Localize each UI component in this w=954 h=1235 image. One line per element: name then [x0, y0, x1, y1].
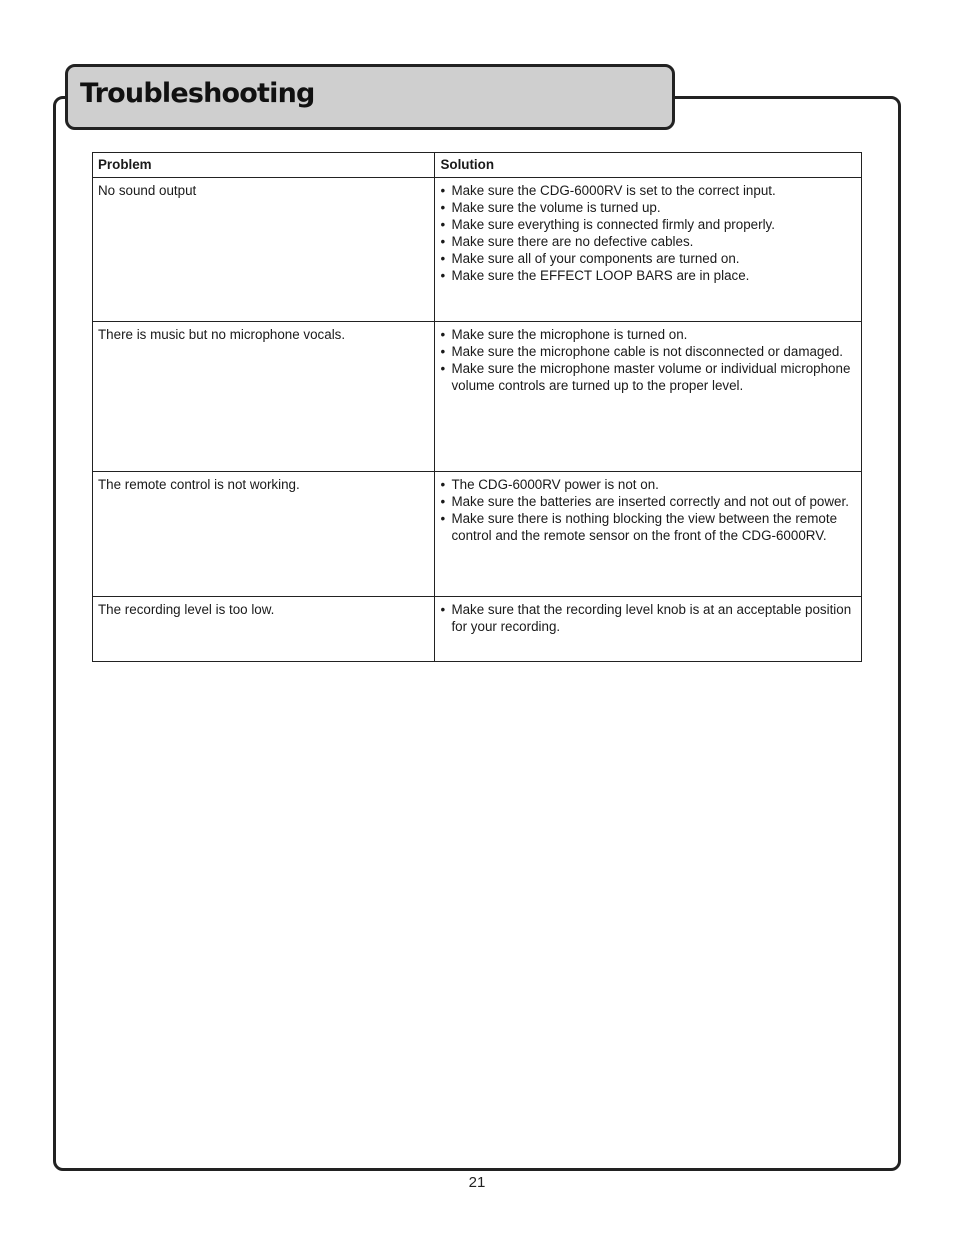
- solution-cell: [435, 472, 862, 597]
- solution-item: • Make sure the volume is turned up.: [440, 199, 856, 216]
- title-tab: [65, 64, 675, 130]
- solution-item: • Make sure that the recording level knob is at an acceptable position for your recording.: [440, 601, 856, 635]
- solution-list: [440, 324, 856, 394]
- problem-text: The remote control is not working.: [98, 477, 300, 492]
- page-title: Troubleshooting: [80, 78, 315, 109]
- solution-item: • Make sure the microphone cable is not disconnected or damaged.: [440, 343, 856, 360]
- problem-text: The recording level is too low.: [98, 602, 275, 617]
- solution-column-header: Solution: [435, 153, 862, 178]
- solution-cell: [435, 597, 862, 662]
- troubleshooting-table: [92, 152, 862, 662]
- problem-column-header: Problem: [93, 153, 435, 178]
- problem-text: No sound output: [98, 183, 197, 198]
- solution-item: • Make sure the microphone master volume or individual microphone volume controls are turned up to the proper level.: [440, 360, 856, 394]
- problem-text: There is music but no microphone vocals.: [98, 327, 346, 342]
- problem-cell: [93, 178, 435, 322]
- solution-item: • Make sure there are no defective cables.: [440, 233, 856, 250]
- table-header-row: [93, 153, 862, 178]
- table-row: [93, 472, 862, 597]
- solution-item: • Make sure all of your components are turned on.: [440, 250, 856, 267]
- solution-item: • Make sure the microphone is turned on.: [440, 326, 856, 343]
- table-row: [93, 597, 862, 662]
- solution-item: • Make sure the CDG-6000RV is set to the correct input.: [440, 182, 856, 199]
- page-number: 21: [468, 1174, 486, 1191]
- table-row: [93, 322, 862, 472]
- problem-cell: [93, 472, 435, 597]
- solution-item: • Make sure everything is connected firmly and properly.: [440, 216, 856, 233]
- solution-item: • Make sure the batteries are inserted correctly and not out of power.: [440, 493, 856, 510]
- solution-cell: [435, 322, 862, 472]
- solution-list: [440, 474, 856, 544]
- problem-cell: [93, 322, 435, 472]
- problem-cell: [93, 597, 435, 662]
- solution-item: • Make sure the EFFECT LOOP BARS are in place.: [440, 267, 856, 284]
- solution-cell: [435, 178, 862, 322]
- solution-item: • Make sure there is nothing blocking the view between the remote control and the remote sensor on the front of the CDG-6000RV.: [440, 510, 856, 544]
- table-row: [93, 178, 862, 322]
- solution-item: • The CDG-6000RV power is not on.: [440, 476, 856, 493]
- solution-list: [440, 180, 856, 284]
- solution-list: [440, 599, 856, 635]
